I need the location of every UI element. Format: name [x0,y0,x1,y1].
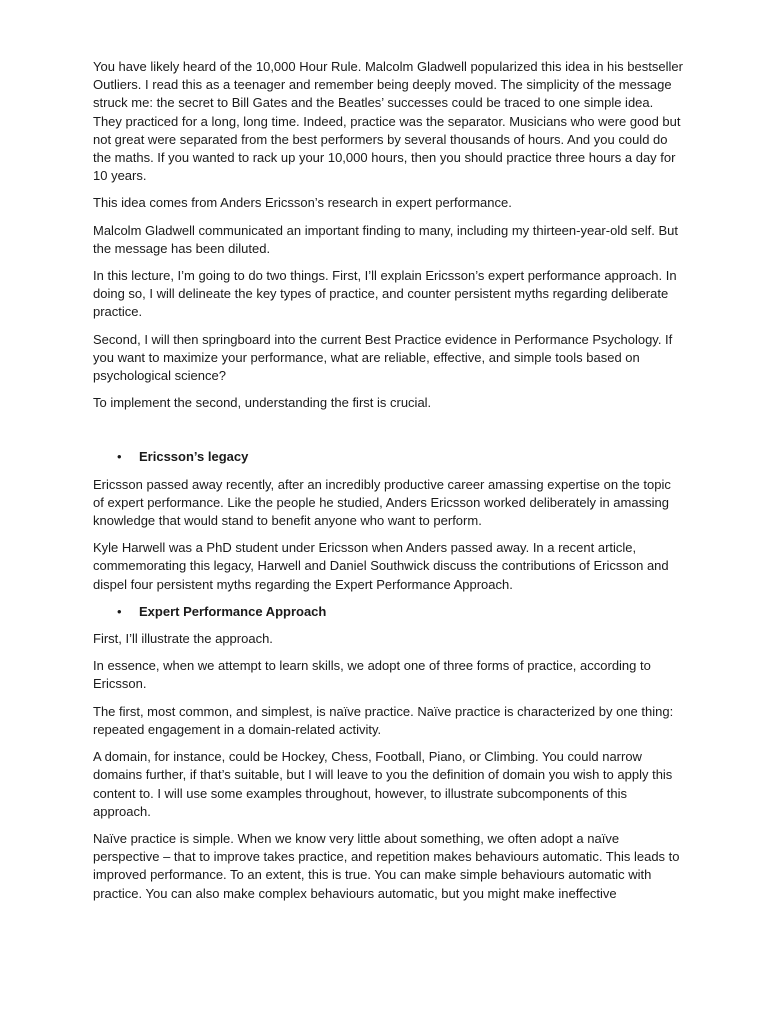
legacy-paragraph-1: Ericsson passed away recently, after an incredibly productive career amassing expertise on the topic of expert performance. Like the people he studied, Anders Ericsson worked deliberately in amassing knowledge that would stand to benefit anyone who want to perform. [93,476,671,529]
heading-text: Ericsson’s legacy [139,449,249,465]
approach-paragraph-1: First, I’ll illustrate the approach. [93,631,273,647]
intro-paragraph-2: This idea comes from Anders Ericsson’s research in expert performance. [93,195,512,211]
legacy-paragraph-2: Kyle Harwell was a PhD student under Ericsson when Anders passed away. In a recent article, commemorating this legacy, Harwell and Daniel Southwick discuss the contributions of Ericsson and dispel four persistent myths regarding the Expert Performance Approach. [93,540,669,592]
intro-paragraph-6: To implement the second, understanding the first is crucial. [93,395,432,411]
document-page [93,58,683,912]
approach-paragraph-3: The first, most common, and simplest, is naïve practice. Naïve practice is characterized by one thing: repeated engagement in a domain-related activity. [93,703,674,737]
section-heading-approach [93,603,683,621]
section-spacer [93,421,683,448]
approach-paragraph-4: A domain, for instance, could be Hockey, Chess, Football, Piano, or Climbing. You could narrow domains further, if that’s suitable, but I will leave to you the definition of domain you wish to apply this content to. I will use some examples throughout, however, to illustrate subcomponents of this approach. [93,749,673,819]
approach-paragraph-2: In essence, when we attempt to learn skills, we adopt one of three forms of practice, according to Ericsson. [93,658,651,692]
approach-paragraph-5: Naïve practice is simple. When we know very little about something, we often adopt a naïve perspective – that to improve takes practice, and repetition makes behaviours automatic. This leads to improved performance. To an extent, this is true. You can make simple behaviours automatic with practice. You can also make complex behaviours automatic, but you might make ineffective [93,830,680,901]
section-heading-legacy [93,448,683,466]
intro-paragraph-3: Malcolm Gladwell communicated an important finding to many, including my thirteen-year-old self. But the message has been diluted. [93,222,679,256]
intro-paragraph-1: You have likely heard of the 10,000 Hour Rule. Malcolm Gladwell popularized this idea in his bestseller Outliers. I read this as a teenager and remember being deeply moved. The simplicity of the message struck me: the secret to Bill Gates and the Beatles’ successes could be traced to one simple idea. They practiced for a long, long time. Indeed, practice was the separator. Musicians who were good but not great were separated from the best performers by several thousands of hours. And you could do the maths. If you wanted to rack up your 10,000 hours, then you should practice three hours a day for 10 years. [93,59,683,184]
heading-text: Expert Performance Approach [139,603,327,619]
intro-paragraph-4: In this lecture, I’m going to do two things. First, I’ll explain Ericsson’s expert performance approach. In doing so, I will delineate the key types of practice, and counter persistent myths regarding deliberate practice. [93,268,677,320]
bullet-icon: • [117,603,122,619]
bullet-icon: • [117,449,122,465]
intro-paragraph-5: Second, I will then springboard into the current Best Practice evidence in Performance Psychology. If you want to maximize your performance, what are reliable, effective, and simple tools based on psychological science? [93,331,673,384]
